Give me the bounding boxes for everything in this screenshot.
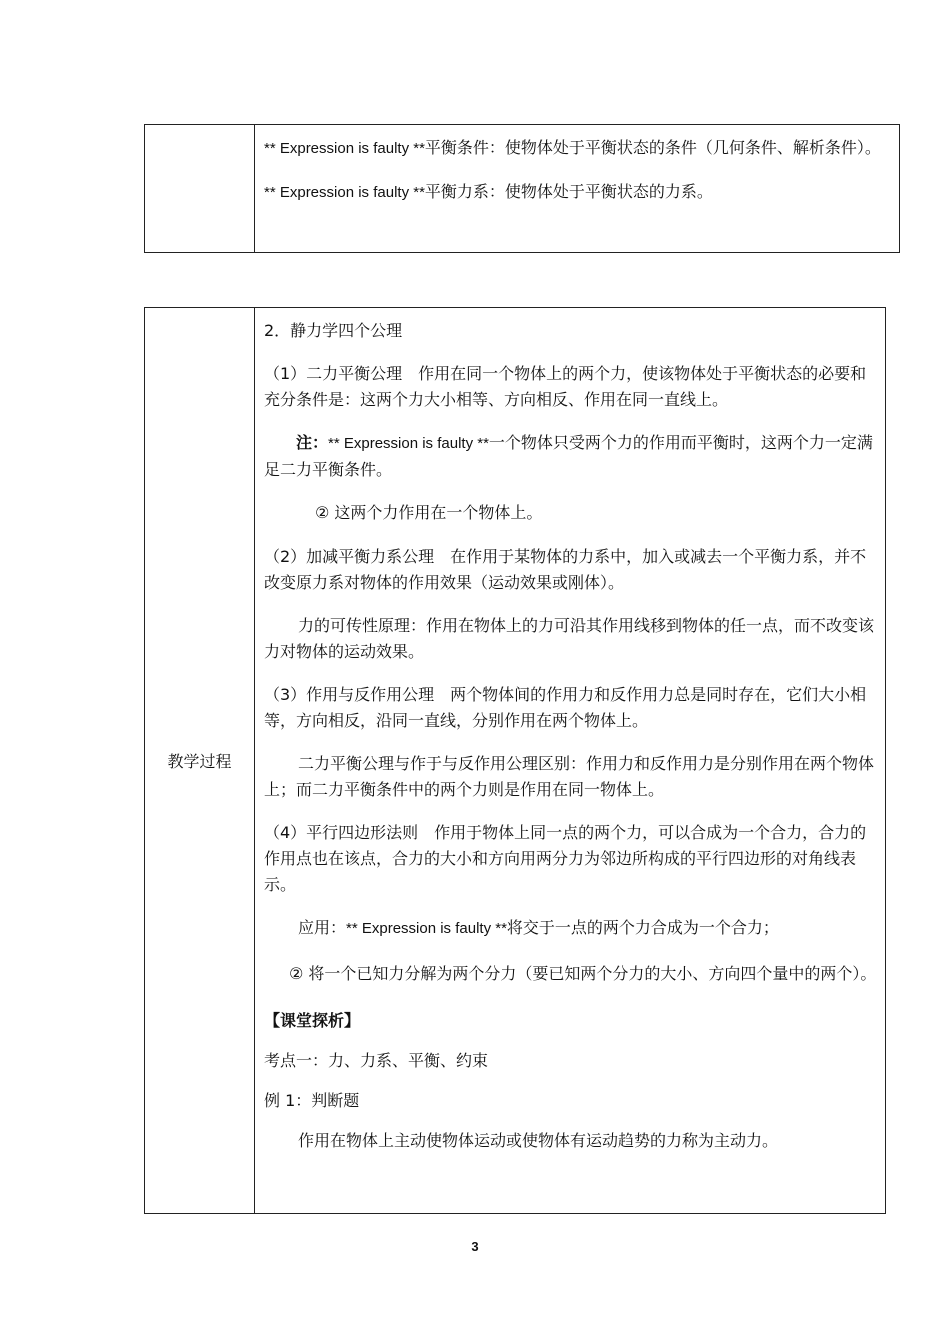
teaching-process-table (144, 307, 886, 1214)
example-1-title: 例 1：判断题 (264, 1091, 360, 1110)
axiom-1-paragraph: （1）二力平衡公理 作用在同一个物体上的两个力，使该物体处于平衡状态的必要和充分条件是：这两个力大小相等、方向相反、作用在同一直线上。 (264, 364, 867, 409)
transmissibility-paragraph: 力的可传性原理：作用在物体上的力可沿其作用线移到物体的任一点，而不改变该力对物体的运动效果。 (264, 616, 875, 661)
expression-error-text: ** Expression is faulty ** (264, 184, 425, 201)
note-label: 注： (296, 433, 329, 452)
definitions-table-right-cell (255, 125, 899, 252)
application-item-2: ② 将一个已知力分解为两个分力（要已知两个分力的大小、方向四个量中的两个）。 (289, 964, 877, 983)
equilibrium-force-system-text: 平衡力系：使物体处于平衡状态的力系。 (424, 182, 713, 201)
section-title: 2．静力学四个公理 (264, 321, 403, 340)
expression-error-text: ** Expression is faulty ** (346, 920, 507, 937)
teaching-process-content-cell (255, 308, 885, 1213)
note-paragraph (264, 430, 877, 483)
axiom-2-paragraph: （2）加减平衡力系公理 在作用于某物体的力系中，加入或减去一个平衡力系，并不改变原力系对物体的作用效果（运动效果或刚体）。 (264, 547, 867, 592)
application-label: 应用： (298, 918, 347, 937)
equilibrium-condition-text: 平衡条件：使物体处于平衡状态的条件（几何条件、解析条件）。 (424, 138, 881, 157)
equilibrium-force-system-paragraph (264, 179, 891, 206)
equilibrium-condition-paragraph (264, 135, 891, 162)
definitions-table (144, 124, 900, 253)
axiom-4-paragraph: （4）平行四边形法则 作用于物体上同一点的两个力，可以合成为一个合力，合力的作用点也在该点，合力的大小和方向用两分力为邻边所构成的平行四边形的对角线表示。 (264, 823, 867, 894)
exam-point-1: 考点一：力、力系、平衡、约束 (264, 1051, 489, 1070)
teaching-process-label: 教学过程 (167, 752, 232, 771)
example-1-statement: 作用在物体上主动使物体运动或使物体有运动趋势的力称为主动力。 (298, 1131, 779, 1150)
axiom-3-paragraph: （3）作用与反作用公理 两个物体间的作用力和反作用力总是同时存在，它们大小相等，方向相反，沿同一直线，分别作用在两个物体上。 (264, 685, 867, 730)
definitions-table-left-cell (145, 125, 255, 252)
difference-paragraph: 二力平衡公理与作于与反作用公理区别：作用力和反作用力是分别作用在两个物体上；而二力平衡条件中的两个力则是作用在同一物体上。 (264, 754, 875, 799)
application-paragraph (264, 915, 877, 942)
application-text: 将交于一点的两个力合成为一个合力； (506, 918, 779, 937)
teaching-process-left-cell (145, 308, 255, 1213)
note-text: 一个物体只受两个力的作用而平衡时，这两个力一定满足二力平衡条件。 (264, 433, 873, 479)
page-number: 3 (471, 1239, 479, 1254)
expression-error-text: ** Expression is faulty ** (264, 140, 425, 157)
expression-error-text: ** Expression is faulty ** (328, 435, 489, 452)
class-analysis-title: 【课堂探析】 (264, 1011, 361, 1030)
two-forces-item-2: ② 这两个力作用在一个物体上。 (315, 503, 543, 522)
